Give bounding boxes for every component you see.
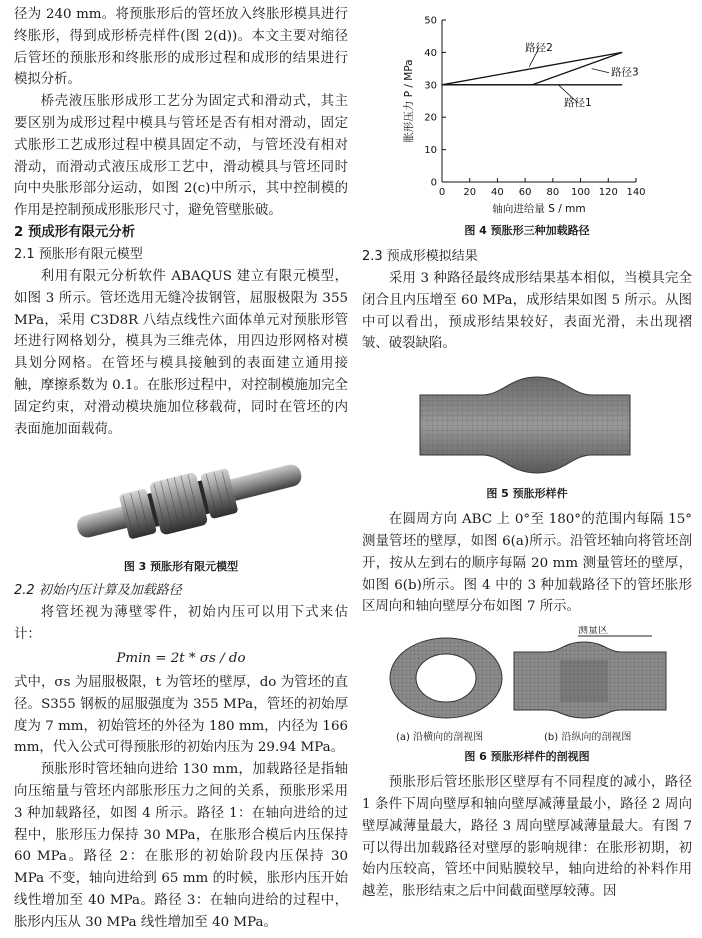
- y-tick-label: 50: [424, 15, 437, 27]
- formula-initial-pressure: Pmin = 2t * σs / do: [116, 650, 246, 666]
- y-axis-label: 胀形压力 P / MPa: [403, 59, 415, 143]
- figure-4: [362, 0, 692, 216]
- paragraph-fe-model: 利用有限元分析软件 ABAQUS 建立有限元模型，如图 3 所示。管坯选用无缝冷拔钢管，屈服极限为 355 MPa，采用 C3D8R 八结点线性六面体单元对预胀形管坯进行网格划分，模具为三维壳体，用四边形网格对模具划分网格。在管坯与模具接触到的表面建立通用接触，摩擦系数为 0.1。在胀形过程中，对控制模施加完全固定约束，对滑动模块施加位移载荷，同时在管坯的内表面施加面载荷。: [14, 268, 348, 437]
- figure-4-caption: 图 4 预胀形三种加载路径: [464, 224, 590, 237]
- paragraph-thickness-measure: 在圆周方向 ABC 上 0°至 180°的范围内每隔 15°测量管坯的壁厚，如图 6(a)所示。沿管坯轴向将管坯剖开，按从左到右的顺序每隔 20 mm 测量管坯的壁厚，如图 6(b)所示。图 4 中的 3 种加载路径下的管坯胀形区周向和轴向壁厚分布如图 7 所示。: [362, 512, 692, 615]
- x-tick-label: 0: [438, 187, 446, 198]
- paragraph-thin-wall: 将管坯视为薄壁零件，初始内压可以用下式来估计：: [14, 605, 348, 643]
- fe-model-image: [14, 446, 348, 556]
- left-column: [14, 0, 348, 934]
- y-tick-label: 10: [424, 145, 437, 157]
- x-tick-label: 60: [518, 187, 532, 198]
- series-line-2: [442, 52, 622, 84]
- x-tick-label: 140: [626, 187, 646, 198]
- section-heading-2: 2 预成形有限元分析: [14, 224, 136, 240]
- preform-sample-image: [362, 365, 692, 483]
- subsection-heading-2-3: 2.3 预成形模拟结果: [362, 249, 478, 264]
- loading-path-chart: [362, 0, 692, 216]
- paragraph-continuation: 径为 240 mm。将预胀形后的管坯放入终胀形模具进行终胀形，得到成形桥壳样件(图 2(d))。本文主要对缩径后管坯的预胀形和终胀形的成形过程和成形的结果进行模拟分析。: [14, 7, 348, 88]
- paragraph-loading-paths: 预胀形时管坯轴向进给 130 mm，加载路径是指轴向压缩量与管坯内部胀形压力之间的关系，预胀形采用 3 种加载路径，如图 4 所示。路径 1：在轴向进给的过程中，胀形压力保持 30 MPa，在胀形合模后内压保持 60 MPa。路径 2：在胀形的初始阶段内压保持 30 MPa 不变，轴向进给到 65 mm 的时候，胀形内压开始线性增加至 40 MPa。路径 3：在轴向进给的过程中，胀形内压从 30 MPa 线性增加至 40 MPa。: [14, 762, 348, 930]
- figure-6a-subcaption: (a) 沿横向的剖视图: [396, 732, 484, 744]
- figure-3: [14, 446, 348, 556]
- paragraph-preform-results: 采用 3 种路径最终成形结果基本相似，当模具完全闭合且内压增至 60 MPa，成形结果如图 5 所示。从图中可以看出，预成形结果较好，表面光滑，未出现褶皱、破裂缺陷。: [362, 271, 692, 352]
- figure-3-caption: 图 3 预胀形有限元模型: [123, 560, 239, 574]
- y-tick-label: 20: [424, 112, 437, 124]
- figure-6b-subcaption: (b) 沿纵向的剖视图: [544, 732, 632, 744]
- series-label-3: 路径3: [611, 66, 639, 79]
- series-label-1: 路径1: [563, 96, 592, 109]
- series-label-2: 路径2: [525, 41, 553, 54]
- subsection-heading-2-2: 2.2 初始内压计算及加载路径: [14, 583, 182, 599]
- x-tick-label: 120: [598, 187, 618, 198]
- y-tick-label: 40: [424, 47, 437, 59]
- subsection-heading-2-1: 2.1 预胀形有限元模型: [14, 246, 143, 262]
- measure-zone-label: 测量区: [578, 626, 608, 637]
- paragraph-process-types: 桥壳液压胀形成形工艺分为固定式和滑动式，其主要区别为成形过程中模具与管坯是否有相对滑动，固定式胀形工艺成形过程中模具固定不动，与管坯没有相对滑动，而滑动式液压成形工艺中，滑动模具与管坯同时向中央胀形部分运动，如图 2(c)中所示，其中控制模的作用是控制预成形胀形尺寸，避免管壁胀破。: [14, 94, 348, 219]
- figure-5-caption: 图 5 预胀形样件: [486, 487, 568, 501]
- series-label-leader-3: [592, 69, 609, 73]
- figure-5: [362, 365, 692, 483]
- y-tick-label: 30: [424, 80, 437, 92]
- y-tick-label: 0: [430, 177, 437, 189]
- figure-6-caption: 图 6 预胀形样件的剖视图: [464, 750, 590, 764]
- paragraph-formula-terms: 式中，σs 为屈服极限，t 为管坯的壁厚，do 为管坯的直径。S355 钢板的屈服强度为 355 MPa，管坯的初始厚度为 7 mm，初始管坯的外径为 180 mm，内径为 166 mm，代入公式可得预胀形的初始内压为 29.94 MPa。: [14, 674, 348, 756]
- paragraph-thickness-conclusion: 预胀形后管坯胀形区壁厚有不同程度的减小，路径 1 条件下周向壁厚和轴向壁厚减薄量最小，路径 2 周向壁厚减薄量最大，路径 3 周向壁厚减薄量最大。有图 7 可以得出加载路径对壁厚的影响规律：在胀形初期，初始内压较高，管坯中间贴膜较早，轴向进给的补料作用越差，胀形结束之后中间截面壁厚较薄。因: [362, 775, 692, 900]
- x-tick-label: 80: [546, 187, 560, 198]
- section-views-image: [362, 626, 692, 726]
- right-column: [362, 0, 692, 903]
- x-tick-label: 40: [491, 187, 504, 198]
- x-tick-label: 100: [571, 187, 591, 198]
- x-axis-label: 轴向进给量 S / mm: [492, 203, 586, 215]
- figure-6: [362, 626, 692, 744]
- x-tick-label: 20: [463, 187, 477, 198]
